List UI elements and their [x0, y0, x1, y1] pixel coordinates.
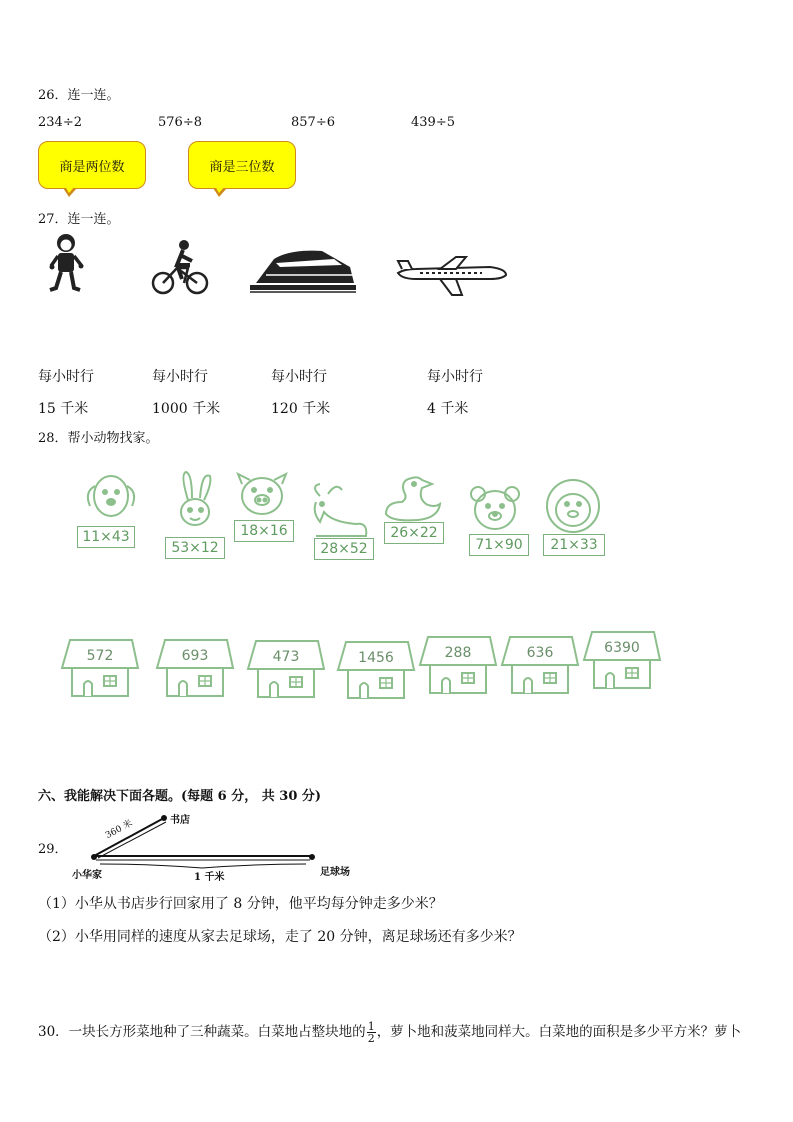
speed-prefix: 每小时行 [271, 369, 327, 385]
house-4 [336, 638, 416, 700]
animal-sign-duck: 26×22 [384, 522, 444, 544]
house-2 [155, 636, 235, 698]
bubble-tail [213, 188, 227, 197]
q29-sub1: （1）小华从书店步行回家用了 8 分钟，他平均每分钟走多少米？ [38, 896, 443, 912]
bubble-three-digit [188, 141, 296, 189]
animal-sign-monkey: 21×33 [543, 534, 605, 556]
route-diagram [70, 808, 370, 883]
walking-child-icon [46, 232, 86, 298]
high-speed-train-icon [250, 245, 356, 299]
goat-icon [306, 482, 372, 540]
fraction-denominator: 2 [367, 1032, 375, 1045]
house-6 [500, 633, 580, 695]
cyclist-icon [150, 238, 210, 302]
bubble-label: 商是两位数 [59, 159, 125, 175]
animal-sign-goat: 28×52 [314, 538, 374, 560]
expression-1: 234÷2 [38, 115, 82, 130]
animal-sign-rabbit: 53×12 [165, 537, 225, 559]
home-label: 小华家 [72, 870, 102, 881]
house-5 [418, 633, 498, 695]
q28-title: 28．帮小动物找家。 [38, 431, 159, 446]
house-7 [582, 628, 662, 690]
monkey-icon [538, 476, 608, 536]
speed-value: 4 千米 [427, 401, 469, 417]
q26-title: 26．连一连。 [38, 88, 120, 103]
section-6-title: 六、我能解决下面各题。(每题 6 分， 共 30 分) [38, 789, 322, 804]
q27-title: 27．连一连。 [38, 212, 120, 227]
bear-icon [468, 484, 522, 534]
rabbit-icon [170, 470, 220, 540]
house-number: 572 [86, 648, 114, 664]
animal-sign-bear: 71×90 [469, 534, 529, 556]
bubble-tail [63, 188, 77, 197]
speed-value: 1000 千米 [152, 401, 221, 417]
fraction-numerator: 1 [367, 1020, 375, 1033]
house-3 [246, 637, 326, 699]
house-number: 1456 [358, 650, 394, 666]
speed-value: 15 千米 [38, 401, 89, 417]
dog-icon [82, 472, 140, 524]
q30-suffix: ，萝卜地和菠菜地同样大。白菜地的面积是多少平方米？萝卜 [376, 1024, 742, 1040]
duck-icon [382, 474, 448, 524]
expression-3: 857÷6 [291, 115, 335, 130]
q30-text [38, 1020, 741, 1044]
q30-prefix: 30．一块长方形菜地种了三种蔬菜。白菜地占整块地的 [38, 1024, 366, 1040]
speed-value: 120 千米 [271, 401, 331, 417]
speed-prefix: 每小时行 [152, 369, 208, 385]
house-number: 6390 [604, 640, 640, 656]
animal-sign-dog: 11×43 [77, 526, 135, 548]
bubble-two-digit [38, 141, 146, 189]
stadium-distance-label: 1 千米 [194, 872, 225, 883]
q29-sub2: （2）小华用同样的速度从家去足球场，走了 20 分钟，离足球场还有多少米？ [38, 929, 522, 945]
bookstore-distance-label: 360 米 [104, 818, 135, 842]
house-number: 693 [181, 648, 209, 664]
q29-number: 29． [38, 842, 68, 857]
house-1 [60, 636, 140, 698]
bookstore-label: 书店 [170, 815, 190, 826]
fraction-one-half [367, 1021, 376, 1044]
expression-2: 576÷8 [158, 115, 202, 130]
speed-prefix: 每小时行 [38, 369, 94, 385]
animal-sign-pig: 18×16 [234, 520, 294, 542]
house-number: 473 [272, 649, 300, 665]
house-number: 636 [526, 645, 554, 661]
airplane-icon [396, 255, 508, 301]
expression-4: 439÷5 [411, 115, 455, 130]
stadium-label: 足球场 [320, 867, 350, 878]
house-number: 288 [444, 645, 472, 661]
speed-prefix: 每小时行 [427, 369, 483, 385]
pig-icon [234, 472, 290, 520]
bubble-label: 商是三位数 [209, 159, 275, 175]
